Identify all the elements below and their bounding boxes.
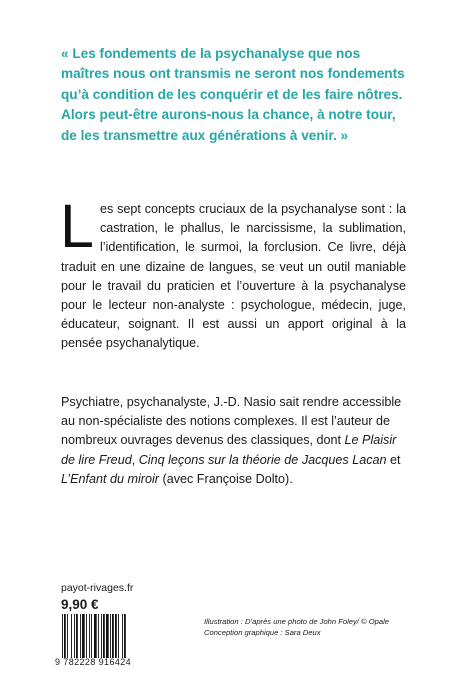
publisher-website: payot-rivages.fr	[61, 582, 134, 594]
bio-separator: et	[386, 452, 401, 467]
credit-illustration: Illustration : D’après une photo de John Foley/ © Opale	[204, 617, 389, 626]
credit-design: Conception graphique : Sara Deux	[204, 627, 321, 637]
summary-paragraph	[60, 192, 406, 354]
bio-intro: Psychiatre, psychanalyste, J.-D. Nasio sait rendre accessible au non-spécialiste des notions complexes. Il est l’auteur de nombreux ouvrages devenus des classiques, dont	[61, 395, 402, 448]
barcode-number: 9 782228 916424	[55, 657, 132, 667]
book-title-1: Le Plaisir de lire Freud	[61, 433, 397, 467]
credits	[204, 617, 424, 638]
author-bio	[61, 393, 406, 489]
barcode-icon	[61, 614, 153, 658]
drop-cap: L	[60, 192, 94, 260]
summary-text: es sept concepts cruciaux de la psychanalyse sont : la castration, le phallus, le narcissisme, la sublimation, l’identification, le surmoi, la forclusion. Ce livre, déjà traduit en une dizaine de langues, se veut un outil maniable pour le travail du praticien et l’ouverture à la psychanalyse pour le lecteur non-analyste : psychologue, médecin, juge, éducateur, soignant. Il est aussi un apport original à la pensée psychanalytique.	[61, 202, 406, 351]
bio-separator: ,	[131, 452, 139, 467]
book-title-3: L’Enfant du miroir	[61, 471, 160, 486]
price: 9,90 €	[61, 597, 99, 612]
bio-outro: (avec Françoise Dolto).	[159, 471, 293, 486]
back-cover-quote: « Les fondements de la psychanalyse que nos maîtres nous ont transmis ne seront nos fondements qu’à condition de les conquérir et de les faire nôtres. Alors peut-être aurons-nous la chance, à notre tour, de les transmettre aux générations à venir. »	[61, 46, 405, 143]
book-title-2: Cinq leçons sur la théorie de Jacques Lacan	[138, 452, 387, 467]
